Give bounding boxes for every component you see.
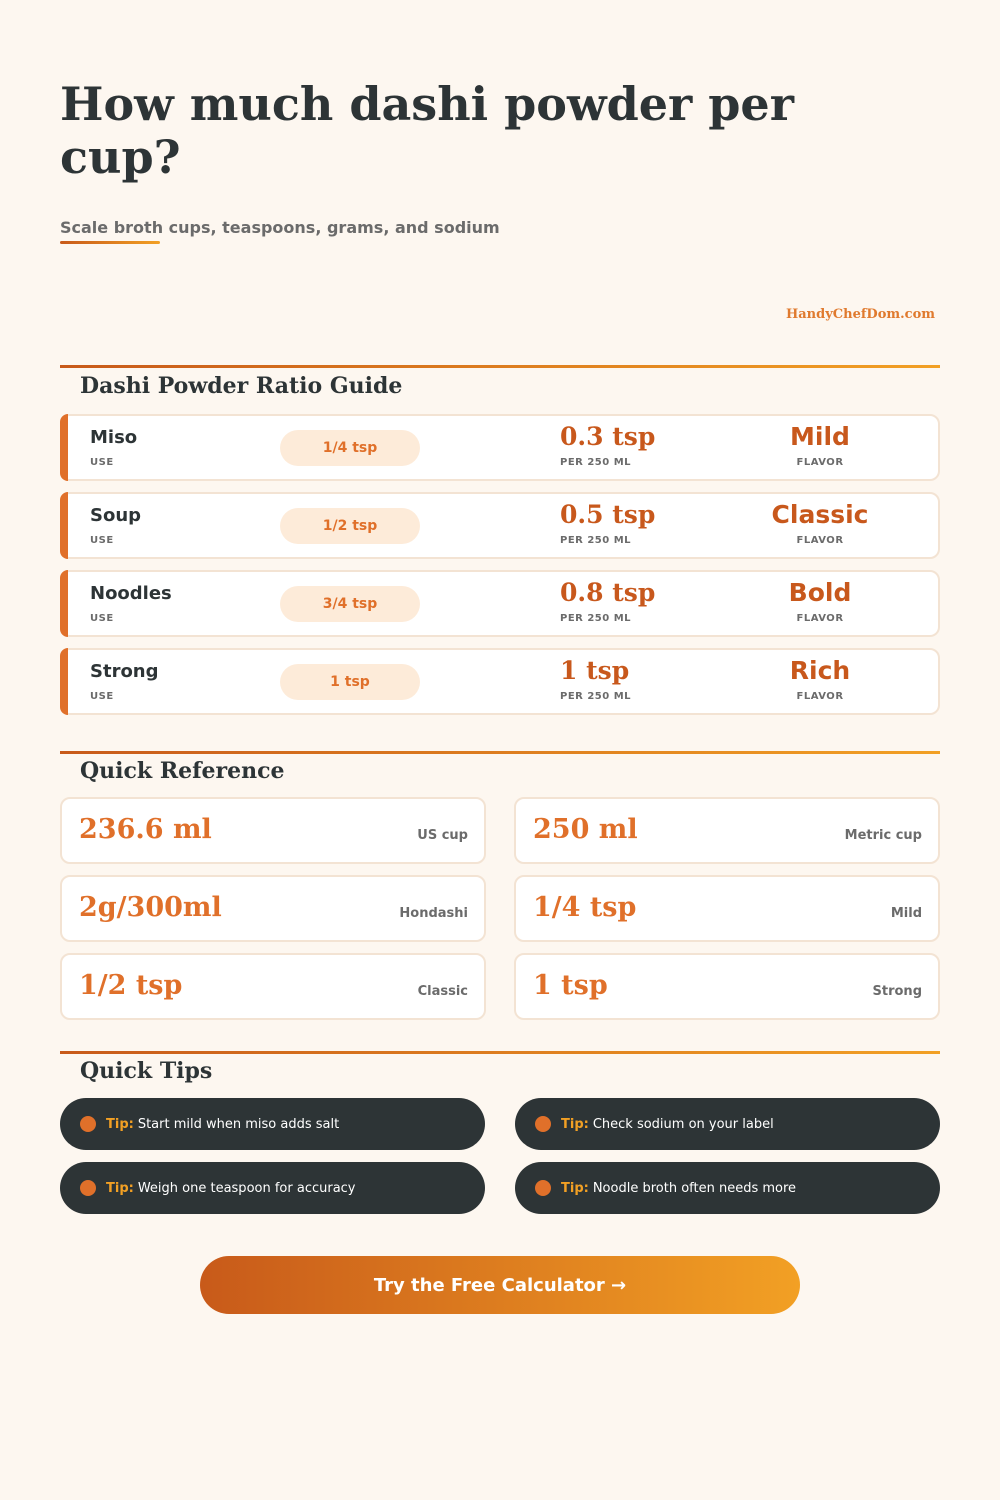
- ratio-per-label: PER 250 ML: [560, 457, 632, 468]
- ratio-amount-pill: 1 tsp: [280, 664, 420, 700]
- ratio-use: Soup: [90, 505, 142, 526]
- section-divider: [60, 751, 940, 754]
- tip-pill: [515, 1098, 940, 1150]
- tip-pill: [60, 1162, 485, 1214]
- section-divider: [60, 1051, 940, 1054]
- reference-value: 1 tsp: [533, 970, 608, 1001]
- tip-pill: [60, 1098, 485, 1150]
- tip-text: Noodle broth often needs more: [592, 1180, 797, 1196]
- reference-card: [60, 875, 486, 942]
- ratio-row-soup: [60, 492, 940, 559]
- reference-card: [514, 953, 940, 1020]
- ratio-use-label: USE: [90, 691, 114, 702]
- ratio-guide-title: Dashi Powder Ratio Guide: [80, 373, 403, 399]
- tip-text: Check sodium on your label: [592, 1116, 774, 1132]
- tip-dot-icon: [80, 1180, 96, 1196]
- ratio-flavor-label: FLAVOR: [796, 457, 844, 468]
- tip-prefix: Tip:: [561, 1116, 589, 1132]
- ratio-flavor: Mild: [790, 422, 850, 451]
- tip-pill: [515, 1162, 940, 1214]
- ratio-row-strong: [60, 648, 940, 715]
- subtitle-underline: [60, 241, 160, 244]
- reference-label: Classic: [417, 984, 468, 999]
- calculator-cta-button[interactable]: Try the Free Calculator →: [200, 1256, 800, 1314]
- ratio-flavor: Bold: [788, 578, 852, 607]
- ratio-use: Noodles: [90, 583, 172, 604]
- reference-label: Metric cup: [844, 828, 922, 843]
- reference-value: 236.6 ml: [79, 814, 212, 845]
- ratio-flavor-label: FLAVOR: [796, 535, 844, 546]
- ratio-use-label: USE: [90, 457, 114, 468]
- ratio-per-250: 0.8 tsp: [560, 578, 656, 607]
- reference-label: US cup: [417, 828, 468, 843]
- ratio-flavor-label: FLAVOR: [796, 613, 844, 624]
- reference-value: 2g/300ml: [79, 892, 222, 923]
- ratio-per-label: PER 250 ML: [560, 691, 632, 702]
- ratio-row-noodles: [60, 570, 940, 637]
- ratio-use: Strong: [90, 661, 159, 682]
- tip-prefix: Tip:: [561, 1180, 589, 1196]
- reference-label: Strong: [872, 984, 922, 999]
- reference-card: [514, 875, 940, 942]
- reference-label: Mild: [890, 906, 922, 921]
- ratio-per-250: 1 tsp: [560, 656, 630, 685]
- ratio-use-label: USE: [90, 535, 114, 546]
- ratio-amount-pill: 1/4 tsp: [280, 430, 420, 466]
- reference-card: [514, 797, 940, 864]
- ratio-per-250: 0.3 tsp: [560, 422, 656, 451]
- tip-dot-icon: [535, 1180, 551, 1196]
- reference-value: 250 ml: [533, 814, 638, 845]
- ratio-table: [60, 414, 940, 726]
- quick-reference-title: Quick Reference: [80, 758, 285, 784]
- ratio-use-label: USE: [90, 613, 114, 624]
- quick-tips-title: Quick Tips: [80, 1058, 213, 1084]
- reference-card: [60, 797, 486, 864]
- tip-dot-icon: [80, 1116, 96, 1132]
- page-title: How much dashi powder per cup?: [60, 77, 794, 184]
- tip-dot-icon: [535, 1116, 551, 1132]
- page-subtitle: Scale broth cups, teaspoons, grams, and sodium: [60, 218, 500, 237]
- ratio-use: Miso: [90, 427, 138, 448]
- reference-value: 1/4 tsp: [533, 892, 637, 923]
- brand-link[interactable]: HandyChefDom.com: [785, 307, 935, 322]
- reference-label: Hondashi: [399, 906, 468, 921]
- section-divider: [60, 365, 940, 368]
- ratio-per-250: 0.5 tsp: [560, 500, 656, 529]
- tip-text: Start mild when miso adds salt: [137, 1116, 340, 1132]
- ratio-flavor: Classic: [771, 500, 869, 529]
- reference-value: 1/2 tsp: [79, 970, 183, 1001]
- ratio-row-miso: [60, 414, 940, 481]
- ratio-per-label: PER 250 ML: [560, 535, 632, 546]
- tip-prefix: Tip:: [106, 1180, 134, 1196]
- reference-card: [60, 953, 486, 1020]
- tip-prefix: Tip:: [106, 1116, 134, 1132]
- tip-text: Weigh one teaspoon for accuracy: [137, 1180, 356, 1196]
- ratio-per-label: PER 250 ML: [560, 613, 632, 624]
- ratio-flavor: Rich: [789, 656, 851, 685]
- ratio-amount-pill: 1/2 tsp: [280, 508, 420, 544]
- ratio-amount-pill: 3/4 tsp: [280, 586, 420, 622]
- ratio-flavor-label: FLAVOR: [796, 691, 844, 702]
